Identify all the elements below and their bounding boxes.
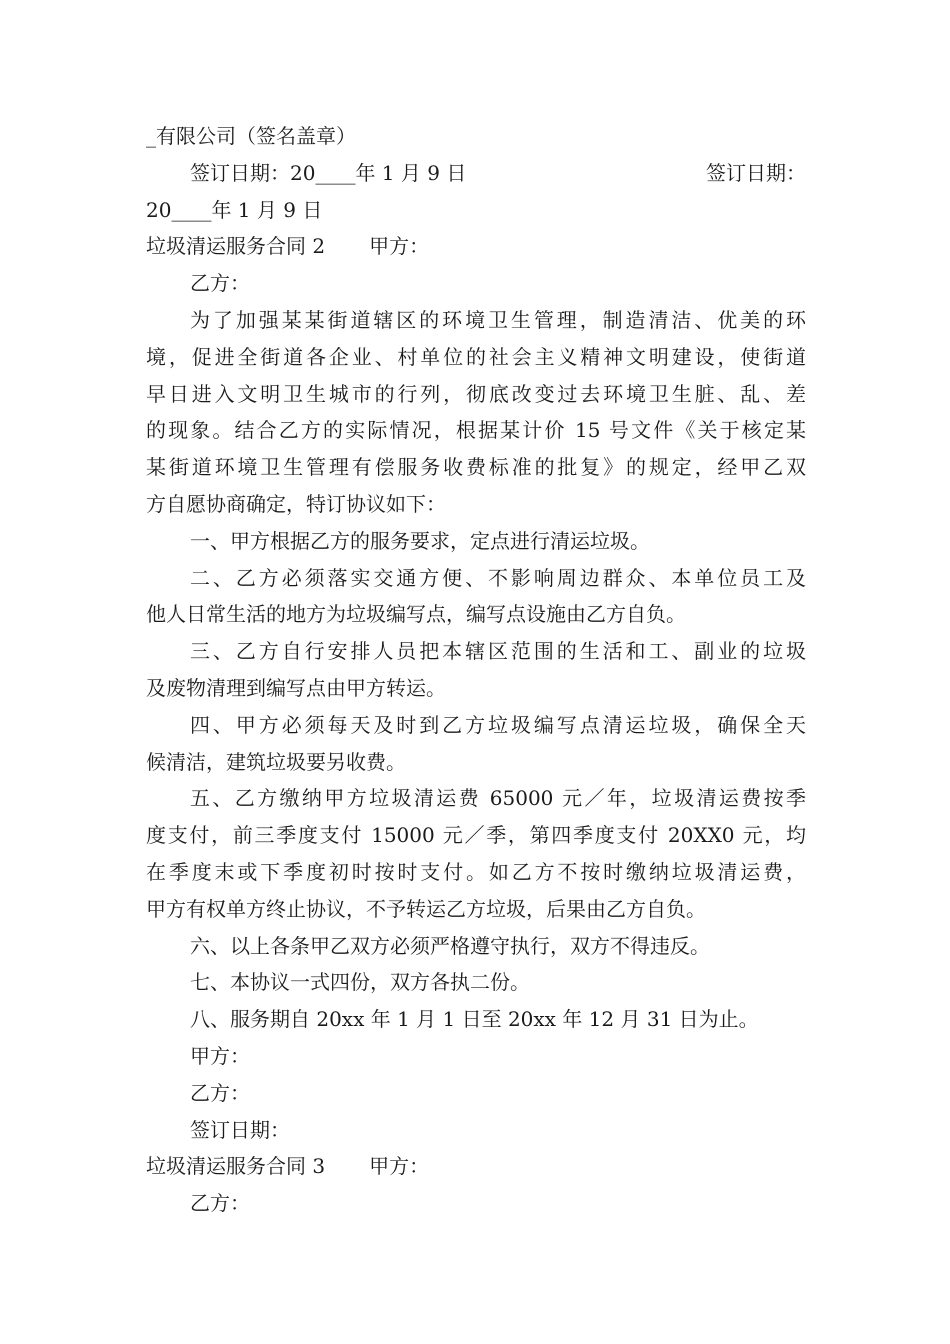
contract2-title: 垃圾清运服务合同 2 (146, 234, 326, 259)
clause-1: 一、甲方根据乙方的服务要求，定点进行清运垃圾。 (190, 528, 650, 553)
sign-date-continuation: 20____年 1 月 9 日 (146, 197, 323, 222)
intro-line: 的现象。结合乙方的实际情况，根据某计价 15 号文件《关于核定某 (146, 418, 806, 443)
intro-line: 为了加强某某街道辖区的环境卫生管理，制造清洁、优美的环 (190, 307, 806, 332)
intro-line: 方自愿协商确定，特订协议如下： (146, 491, 446, 516)
clause-7: 七、本协议一式四份，双方各执二份。 (190, 970, 530, 995)
clause-5-line: 甲方有权单方终止协议，不予转运乙方垃圾，后果由乙方自负。 (146, 896, 706, 921)
clause-5-line: 度支付，前三季度支付 15000 元／季，第四季度支付 20XX0 元，均 (146, 823, 806, 848)
clause-2-line: 二、乙方必须落实交通方便、不影响周边群众、本单位员工及 (190, 565, 806, 590)
intro-line: 境，促进全街道各企业、村单位的社会主义精神文明建设，使街道 (146, 344, 806, 369)
document-page (146, 118, 806, 1222)
company-signature-line: _有限公司（签名盖章） (146, 124, 356, 148)
clause-5-line: 五、乙方缴纳甲方垃圾清运费 65000 元／年，垃圾清运费按季 (190, 786, 806, 811)
end-party-b: 乙方： (190, 1080, 250, 1105)
end-sign-date: 签订日期： (190, 1117, 290, 1142)
clause-4-line: 四、甲方必须每天及时到乙方垃圾编写点清运垃圾，确保全天 (190, 712, 806, 737)
intro-line: 早日进入文明卫生城市的行列，彻底改变过去环境卫生脏、乱、差 (146, 381, 806, 406)
clause-5-line: 在季度末或下季度初时按时支付。如乙方不按时缴纳垃圾清运费， (146, 859, 806, 884)
sign-date-right: 签订日期： (706, 160, 806, 185)
clause-8: 八、服务期自 20xx 年 1 月 1 日至 20xx 年 12 月 31 日为止。 (190, 1007, 759, 1032)
contract3-party-a: 甲方： (369, 1154, 430, 1179)
clause-6: 六、以上各条甲乙双方必须严格遵守执行，双方不得违反。 (190, 933, 710, 958)
clause-3-line: 三、乙方自行安排人员把本辖区范围的生活和工、副业的垃圾 (190, 639, 806, 664)
clause-3-line: 及废物清理到编写点由甲方转运。 (146, 675, 446, 700)
contract3-party-b: 乙方： (190, 1191, 250, 1216)
clause-2-line: 他人日常生活的地方为垃圾编写点，编写点设施由乙方自负。 (146, 602, 686, 627)
contract2-party-a: 甲方： (369, 234, 430, 259)
contract3-title: 垃圾清运服务合同 3 (146, 1154, 326, 1179)
contract3-title-line (146, 1148, 806, 1185)
contract2-title-line (146, 228, 806, 265)
sign-date-left: 签订日期：20____年 1 月 9 日 (190, 160, 467, 185)
sign-date-row (146, 155, 806, 192)
intro-line: 某街道环境卫生管理有偿服务收费标准的批复》的规定，经甲乙双 (146, 455, 806, 480)
end-party-a: 甲方： (190, 1043, 250, 1068)
contract2-party-b: 乙方： (190, 271, 250, 296)
clause-4-line: 候清洁，建筑垃圾要另收费。 (146, 749, 406, 774)
